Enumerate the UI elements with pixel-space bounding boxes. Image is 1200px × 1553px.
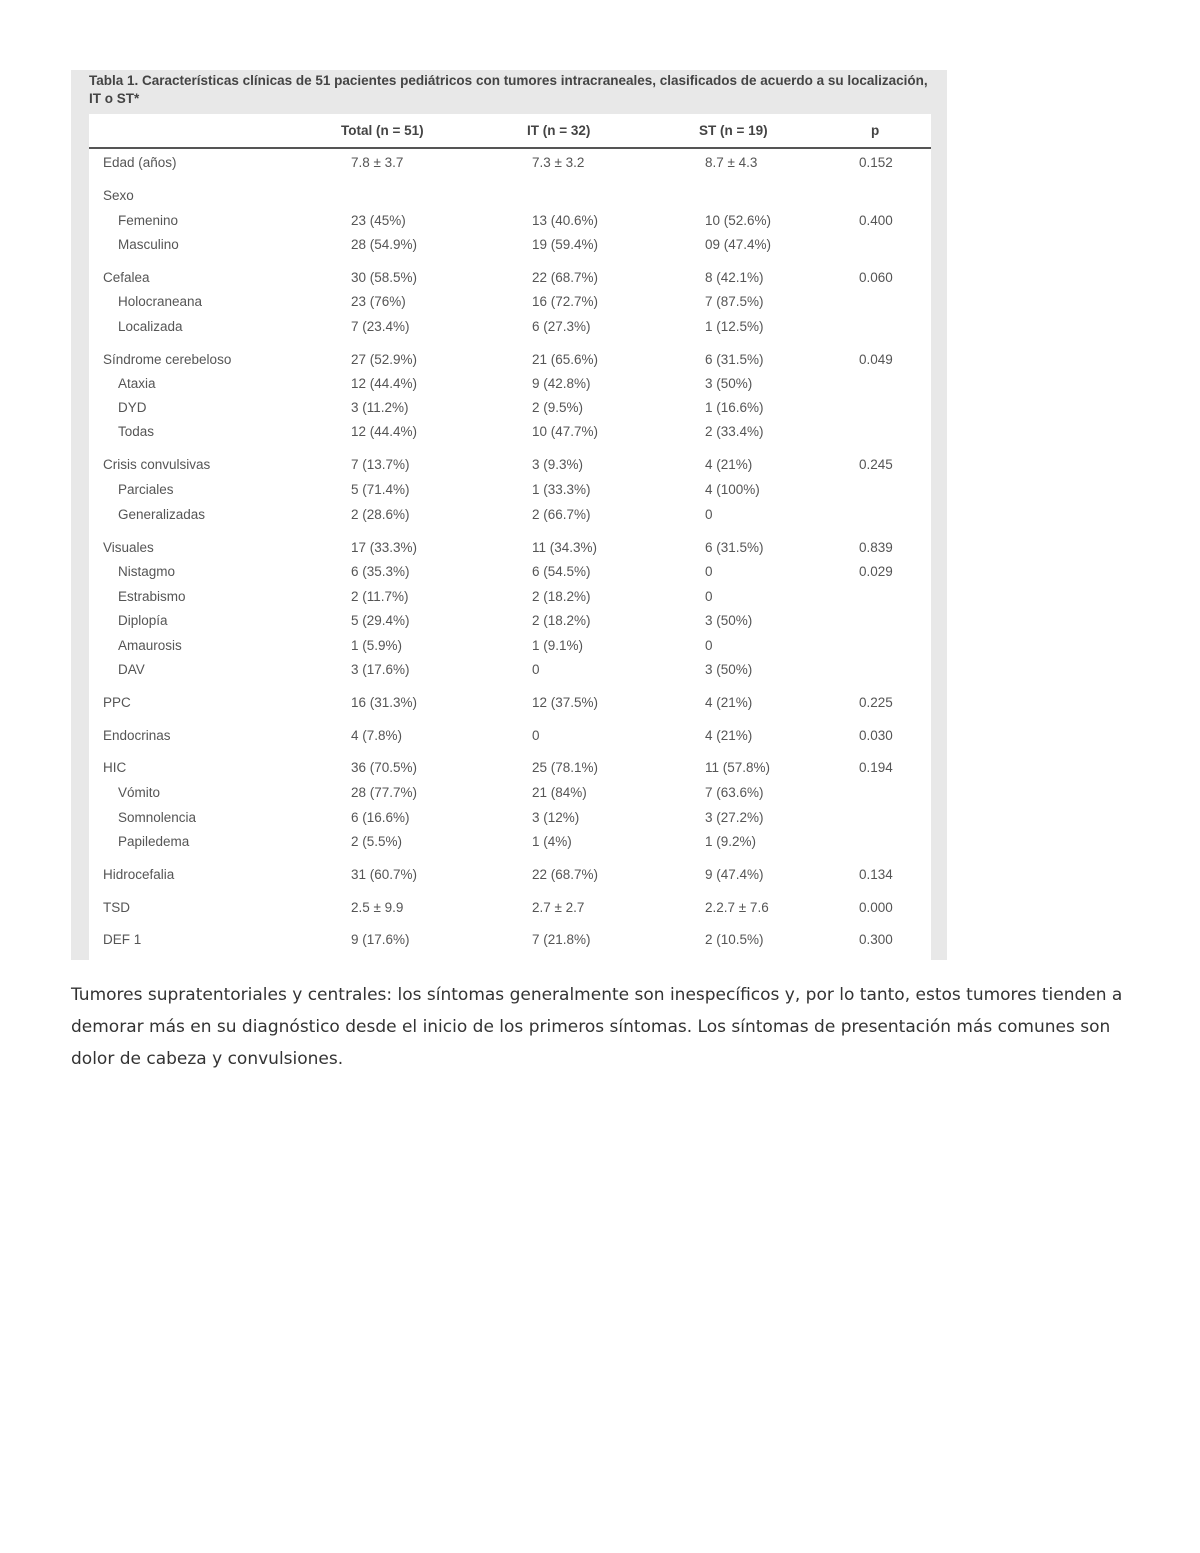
table-row bbox=[89, 610, 931, 634]
cell-total: 16 (31.3%) bbox=[351, 695, 418, 710]
table-row bbox=[89, 421, 931, 445]
row-label: Holocraneana bbox=[118, 294, 203, 309]
cell-st: 1 (16.6%) bbox=[705, 400, 764, 415]
cell-p: 0.225 bbox=[859, 695, 893, 710]
cell-p: 0.400 bbox=[859, 213, 893, 228]
table-row bbox=[89, 897, 931, 921]
cell-st: 4 (21%) bbox=[705, 728, 753, 743]
cell-total: 27 (52.9%) bbox=[351, 352, 418, 367]
row-label: DEF 1 bbox=[103, 932, 142, 947]
cell-it: 2 (9.5%) bbox=[532, 400, 584, 415]
row-label: Generalizadas bbox=[118, 507, 206, 522]
cell-it: 10 (47.7%) bbox=[532, 424, 599, 439]
cell-st: 4 (21%) bbox=[705, 695, 753, 710]
header-p: p bbox=[871, 123, 880, 138]
cell-st: 4 (21%) bbox=[705, 457, 753, 472]
cell-p: 0.152 bbox=[859, 155, 893, 170]
table-row bbox=[89, 267, 931, 291]
row-label: HIC bbox=[103, 760, 127, 775]
header-st: ST (n = 19) bbox=[699, 123, 768, 138]
body-paragraph: Tumores supratentoriales y centrales: los síntomas generalmente son inespecíficos y, por lo tanto, estos tumores tienden a demorar más en su diagnóstico desde el inicio de los primeros síntomas. Los síntomas de presentación más comunes son dolor de cabeza y convulsiones. bbox=[71, 985, 1123, 1069]
cell-p: 0.029 bbox=[859, 564, 893, 579]
row-label: Localizada bbox=[118, 319, 183, 334]
cell-st: 8.7 ± 4.3 bbox=[705, 155, 758, 170]
cell-it: 13 (40.6%) bbox=[532, 213, 599, 228]
cell-it: 1 (4%) bbox=[532, 834, 572, 849]
table-row bbox=[89, 504, 931, 528]
cell-total: 3 (11.2%) bbox=[351, 400, 409, 415]
row-label: Cefalea bbox=[103, 270, 150, 285]
table-row bbox=[89, 864, 931, 888]
cell-st: 0 bbox=[705, 589, 713, 604]
table-row bbox=[89, 373, 931, 397]
table-caption: Tabla 1. Características clínicas de 51 pacientes pediátricos con tumores intracraneales, clasificados de acuerdo a su localización, IT o ST* bbox=[89, 73, 928, 106]
row-label: Endocrinas bbox=[103, 728, 171, 743]
table-row bbox=[89, 692, 931, 716]
cell-total: 5 (71.4%) bbox=[351, 482, 410, 497]
cell-total: 28 (54.9%) bbox=[351, 237, 418, 252]
row-label: Sexo bbox=[103, 188, 134, 203]
row-label: Parciales bbox=[118, 482, 174, 497]
cell-st: 8 (42.1%) bbox=[705, 270, 764, 285]
table-row bbox=[89, 454, 931, 478]
cell-total: 4 (7.8%) bbox=[351, 728, 403, 743]
cell-total: 3 (17.6%) bbox=[351, 662, 410, 677]
table-row bbox=[89, 635, 931, 659]
cell-st: 3 (50%) bbox=[705, 613, 753, 628]
cell-total: 31 (60.7%) bbox=[351, 867, 418, 882]
cell-total: 1 (5.9%) bbox=[351, 638, 403, 653]
table-row bbox=[89, 537, 931, 561]
cell-total: 23 (45%) bbox=[351, 213, 406, 228]
cell-total: 2 (11.7%) bbox=[351, 589, 409, 604]
row-label: Hidrocefalia bbox=[103, 867, 175, 882]
table-row bbox=[89, 586, 931, 610]
row-label: Papiledema bbox=[118, 834, 190, 849]
cell-st: 0 bbox=[705, 638, 713, 653]
cell-st: 2 (33.4%) bbox=[705, 424, 764, 439]
cell-p: 0.000 bbox=[859, 900, 893, 915]
cell-it: 25 (78.1%) bbox=[532, 760, 599, 775]
cell-total: 12 (44.4%) bbox=[351, 424, 418, 439]
cell-it: 2 (66.7%) bbox=[532, 507, 591, 522]
cell-total: 6 (16.6%) bbox=[351, 810, 410, 825]
cell-total: 7 (13.7%) bbox=[351, 457, 410, 472]
cell-p: 0.134 bbox=[859, 867, 893, 882]
cell-it: 6 (54.5%) bbox=[532, 564, 591, 579]
cell-it: 0 bbox=[532, 662, 540, 677]
cell-it: 12 (37.5%) bbox=[532, 695, 599, 710]
cell-total: 7 (23.4%) bbox=[351, 319, 410, 334]
header-it: IT (n = 32) bbox=[527, 123, 591, 138]
cell-it: 6 (27.3%) bbox=[532, 319, 591, 334]
cell-p: 0.245 bbox=[859, 457, 893, 472]
cell-it: 19 (59.4%) bbox=[532, 237, 599, 252]
table-row bbox=[89, 152, 931, 176]
cell-it: 2 (18.2%) bbox=[532, 613, 591, 628]
cell-st: 4 (100%) bbox=[705, 482, 760, 497]
cell-it: 22 (68.7%) bbox=[532, 270, 599, 285]
cell-st: 3 (50%) bbox=[705, 662, 753, 677]
cell-total: 5 (29.4%) bbox=[351, 613, 410, 628]
row-label: Vómito bbox=[118, 785, 161, 800]
cell-st: 0 bbox=[705, 507, 713, 522]
cell-total: 2 (28.6%) bbox=[351, 507, 410, 522]
row-label: Amaurosis bbox=[118, 638, 182, 653]
cell-p: 0.194 bbox=[859, 760, 893, 775]
table-header-row bbox=[89, 114, 931, 149]
cell-it: 2.7 ± 2.7 bbox=[532, 900, 585, 915]
cell-it: 16 (72.7%) bbox=[532, 294, 599, 309]
table-row bbox=[89, 725, 931, 749]
cell-total: 36 (70.5%) bbox=[351, 760, 418, 775]
cell-it: 7 (21.8%) bbox=[532, 932, 591, 947]
header-total: Total (n = 51) bbox=[341, 123, 424, 138]
row-label: DAV bbox=[118, 662, 145, 677]
cell-p: 0.049 bbox=[859, 352, 893, 367]
cell-it: 3 (12%) bbox=[532, 810, 580, 825]
cell-total: 7.8 ± 3.7 bbox=[351, 155, 404, 170]
row-label: Nistagmo bbox=[118, 564, 176, 579]
row-label: Todas bbox=[118, 424, 155, 439]
cell-st: 9 (47.4%) bbox=[705, 867, 764, 882]
cell-st: 09 (47.4%) bbox=[705, 237, 772, 252]
table-row bbox=[89, 929, 931, 953]
cell-total: 28 (77.7%) bbox=[351, 785, 418, 800]
cell-p: 0.300 bbox=[859, 932, 893, 947]
row-label: Estrabismo bbox=[118, 589, 186, 604]
cell-st: 2 (10.5%) bbox=[705, 932, 764, 947]
cell-it: 21 (65.6%) bbox=[532, 352, 599, 367]
cell-p: 0.030 bbox=[859, 728, 893, 743]
row-label: Femenino bbox=[118, 213, 179, 228]
table-row bbox=[89, 807, 931, 831]
row-label: DYD bbox=[118, 400, 147, 415]
table-row bbox=[89, 349, 931, 373]
table-row bbox=[89, 831, 931, 855]
cell-it: 22 (68.7%) bbox=[532, 867, 599, 882]
cell-total: 9 (17.6%) bbox=[351, 932, 410, 947]
cell-total: 2 (5.5%) bbox=[351, 834, 403, 849]
cell-total: 17 (33.3%) bbox=[351, 540, 418, 555]
cell-st: 1 (12.5%) bbox=[705, 319, 764, 334]
row-label: PPC bbox=[103, 695, 131, 710]
cell-it: 9 (42.8%) bbox=[532, 376, 591, 391]
row-label: Somnolencia bbox=[118, 810, 197, 825]
row-label: Ataxia bbox=[118, 376, 156, 391]
cell-total: 30 (58.5%) bbox=[351, 270, 418, 285]
row-label: Diplopía bbox=[118, 613, 168, 628]
cell-st: 7 (87.5%) bbox=[705, 294, 764, 309]
table-row bbox=[89, 782, 931, 806]
cell-total: 6 (35.3%) bbox=[351, 564, 410, 579]
cell-st: 3 (27.2%) bbox=[705, 810, 764, 825]
cell-st: 6 (31.5%) bbox=[705, 540, 764, 555]
cell-it: 21 (84%) bbox=[532, 785, 587, 800]
table-row bbox=[89, 291, 931, 315]
cell-st: 11 (57.8%) bbox=[705, 760, 771, 775]
table-row bbox=[89, 210, 931, 234]
cell-it: 3 (9.3%) bbox=[532, 457, 584, 472]
cell-it: 1 (9.1%) bbox=[532, 638, 584, 653]
cell-it: 11 (34.3%) bbox=[532, 540, 598, 555]
row-label: Masculino bbox=[118, 237, 179, 252]
table-row bbox=[89, 659, 931, 683]
cell-st: 6 (31.5%) bbox=[705, 352, 764, 367]
cell-total: 2.5 ± 9.9 bbox=[351, 900, 404, 915]
cell-it: 2 (18.2%) bbox=[532, 589, 591, 604]
row-label: Visuales bbox=[103, 540, 154, 555]
cell-it: 0 bbox=[532, 728, 540, 743]
row-label: Síndrome cerebeloso bbox=[103, 352, 232, 367]
cell-st: 2.2.7 ± 7.6 bbox=[705, 900, 769, 915]
table-row bbox=[89, 185, 931, 209]
cell-p: 0.060 bbox=[859, 270, 893, 285]
row-label: TSD bbox=[103, 900, 130, 915]
table-row bbox=[89, 479, 931, 503]
cell-it: 7.3 ± 3.2 bbox=[532, 155, 585, 170]
row-label: Crisis convulsivas bbox=[103, 457, 211, 472]
cell-st: 3 (50%) bbox=[705, 376, 753, 391]
table-row bbox=[89, 234, 931, 258]
cell-it: 1 (33.3%) bbox=[532, 482, 591, 497]
cell-p: 0.839 bbox=[859, 540, 893, 555]
table-figure bbox=[71, 70, 947, 960]
cell-total: 12 (44.4%) bbox=[351, 376, 418, 391]
cell-st: 0 bbox=[705, 564, 713, 579]
row-label: Edad (años) bbox=[103, 155, 177, 170]
table-row bbox=[89, 757, 931, 781]
cell-total: 23 (76%) bbox=[351, 294, 406, 309]
cell-st: 10 (52.6%) bbox=[705, 213, 772, 228]
table-row bbox=[89, 561, 931, 585]
table bbox=[89, 114, 931, 960]
table-row bbox=[89, 316, 931, 340]
cell-st: 1 (9.2%) bbox=[705, 834, 757, 849]
table-row bbox=[89, 397, 931, 421]
cell-st: 7 (63.6%) bbox=[705, 785, 764, 800]
